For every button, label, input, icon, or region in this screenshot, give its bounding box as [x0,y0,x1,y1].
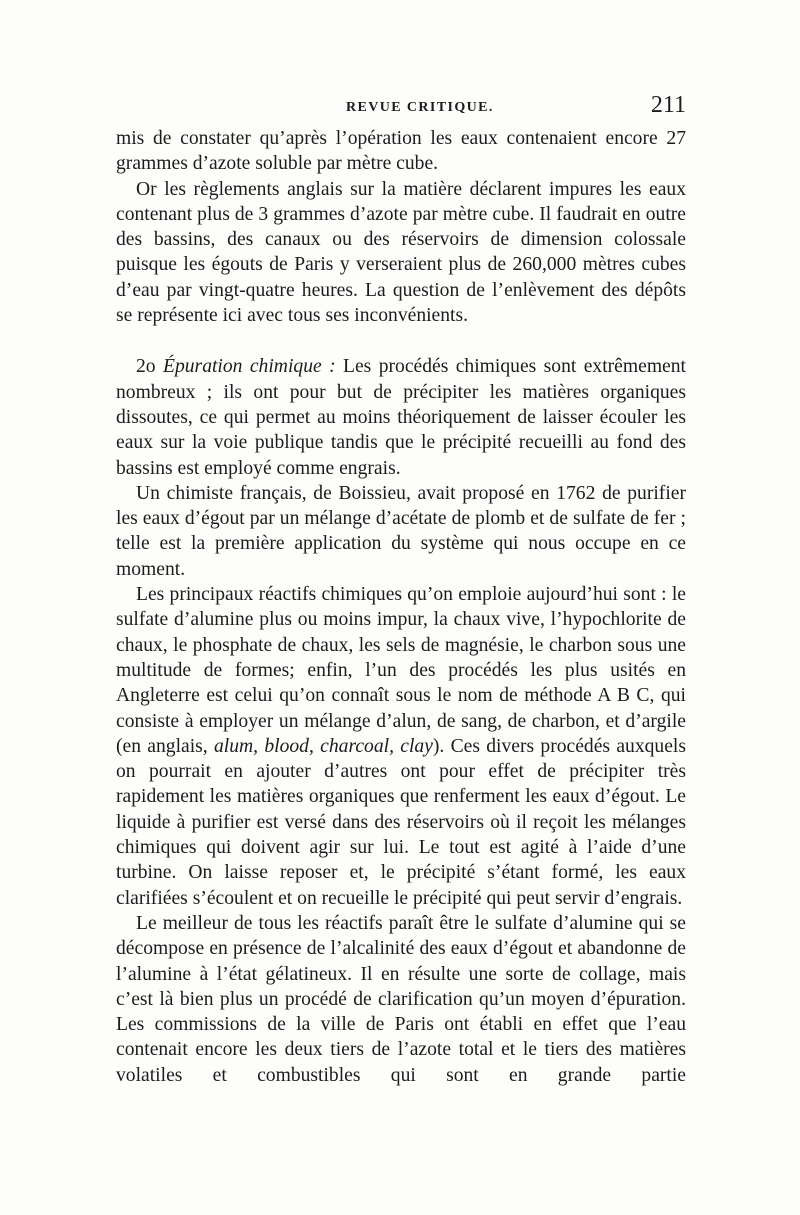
running-title: REVUE CRITIQUE. [346,100,494,115]
reagents-text-after: ). Ces divers procédés auxquels on pourrait en ajouter d’autres ont pour effet de précipiter très rapidement les matières organiques que renferment les eaux d’égout. Le liquide à purifier est versé dans des réservoirs où il reçoit les mélanges chimiques qui doivent agir sur lui. Le tout est agité à l’aide d’une turbine. On laisse reposer et, le précipité s’étant formé, les eaux clarifiées s’écoulent et on recueille le précipité qui peut servir d’engrais. [116,735,686,909]
paragraph-reagents [116,582,686,911]
section-heading: Épuration chimique : [163,356,336,378]
paragraph-continuation: mis de constater qu’après l’opération les eaux contenaient encore 27 grammes d’azote soluble par mètre cube. [116,128,686,175]
running-head [116,94,686,124]
paragraph-chemical-purification [116,354,686,480]
paragraph-english-regulations: Or les règlements anglais sur la matière déclarent impures les eaux contenant plus de 3 grammes d’azote par mètre cube. Il faudrait en outre des bassins, des canaux ou des réservoirs de dimension colossale puisque les égouts de Paris y verseraient plus de 260,000 mètres cubes d’eau par vingt-quatre heures. La question de l’enlèvement des dépôts se représente ici avec tous ses inconvénients. [116,178,686,327]
paragraph-alumina-sulfate: Le meilleur de tous les réactifs paraît être le sulfate d’alumine qui se décompose en présence de l’alcalinité des eaux d’égout et abandonne de l’alumine à l’état gélatineux. Il en résulte une sorte de collage, mais c’est là bien plus un procédé de clarification qu’un moyen d’épuration. Les commissions de la ville de Paris ont établi en effet que l’eau contenait encore les deux tiers de l’azote total et le tiers des matières volatiles et combustibles qui sont en grande partie [116,912,686,1086]
section-number: 2o [136,356,163,378]
paragraph-boissieu: Un chimiste français, de Boissieu, avait proposé en 1762 de purifier les eaux d’égout par un mélange d’acétate de plomb et de sulfate de fer ; telle est la première application du système qui nous occupe en ce moment. [116,482,686,580]
reagents-text-before: Les principaux réactifs chimiques qu’on emploie aujourd’hui sont : le sulfate d’alumine plus ou moins impur, la chaux vive, l’hypochlorite de chaux, le phosphate de chaux, les sels de magnésie, le charbon sous une multitude de formes; enfin, l’un des procédés les plus usités en Angleterre est celui qu’on connaît sous le nom de méthode A B C, qui consiste à employer un mélange d’alun, de sang, de charbon, et d’argile (en anglais, [116,584,686,757]
section-text: Les procédés chimiques sont extrêmement nombreux ; ils ont pour but de précipiter les matières organiques dissoutes, ce qui permet au moins théoriquement de laisser écouler les eaux sur la voie publique tandis que le précipité recueilli au fond des bassins est employé comme engrais. [116,356,686,479]
body-text [116,126,686,1088]
reagents-english-terms: alum, blood, charcoal, clay [213,735,433,757]
page-number: 211 [650,92,686,118]
